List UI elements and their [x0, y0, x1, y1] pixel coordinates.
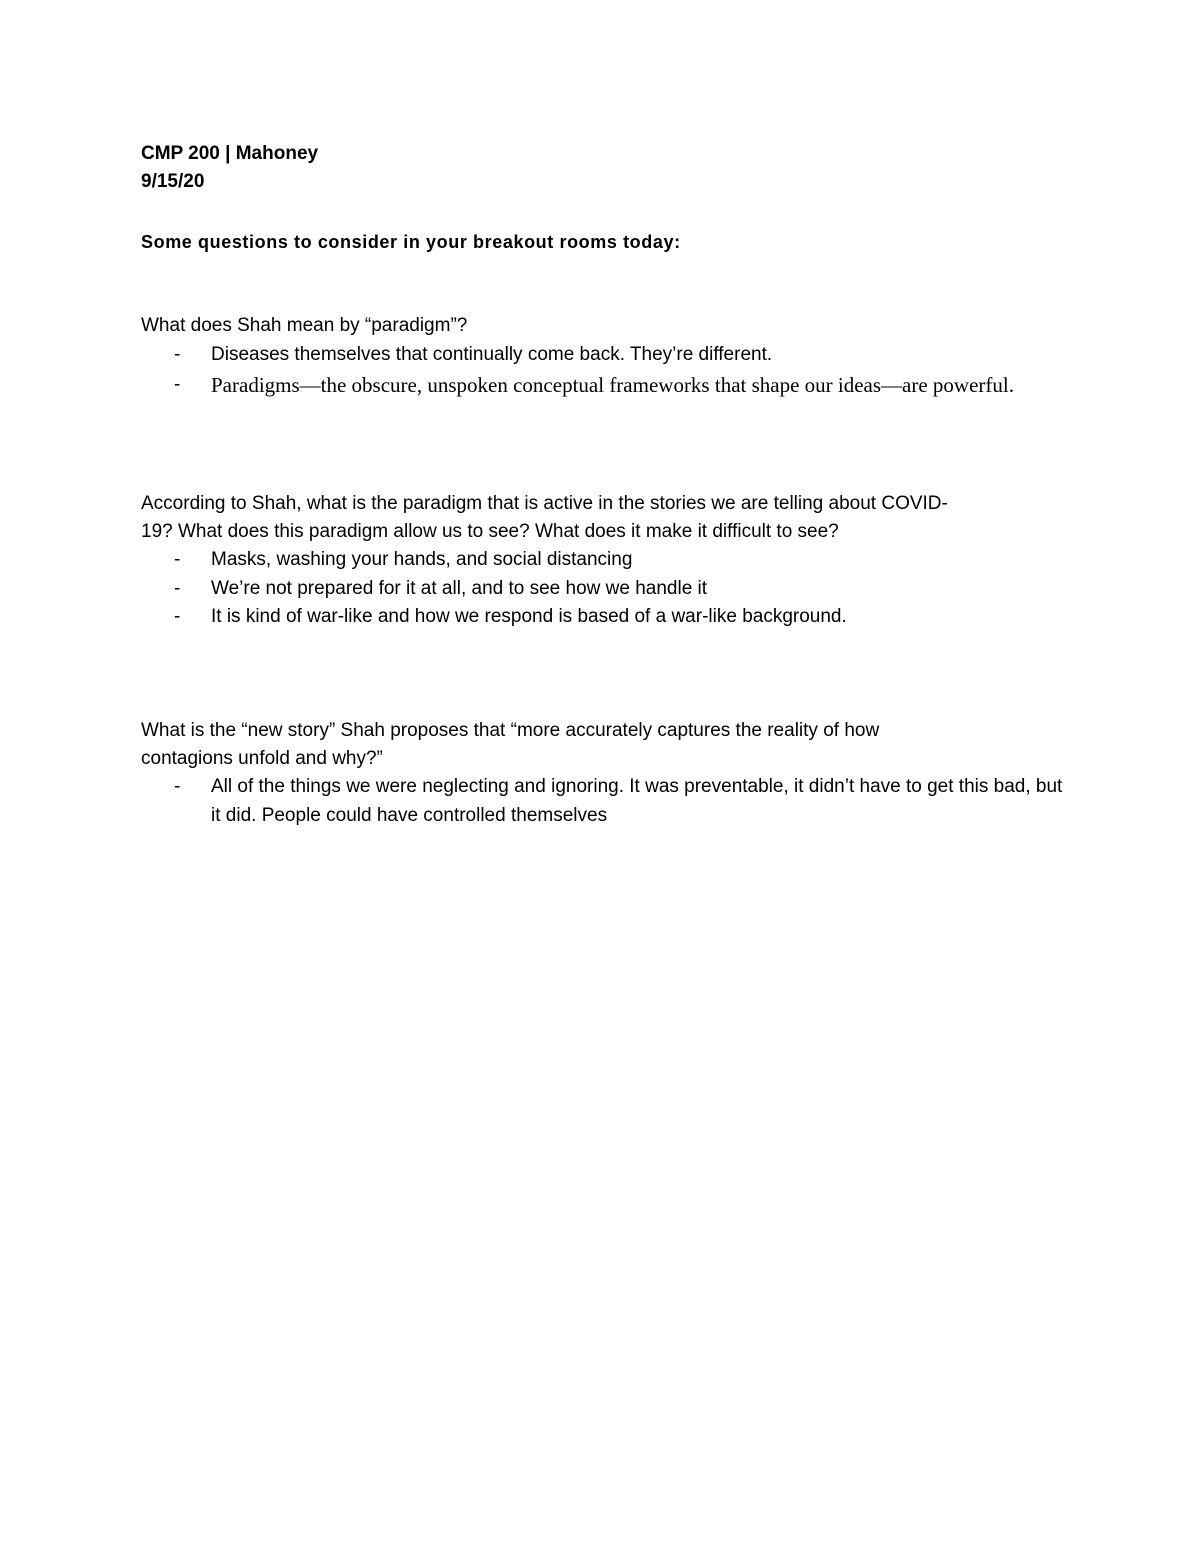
bullet-marker: - [174, 606, 181, 627]
bullet-marker: - [174, 549, 181, 570]
course-title: CMP 200 | Mahoney [141, 143, 319, 164]
date: 9/15/20 [141, 171, 205, 192]
answer-1-1-text: Diseases themselves that continually come back. They’re different. [211, 344, 773, 365]
answer-2-3 [141, 603, 1071, 632]
question-2-line-1: According to Shah, what is the paradigm that is active in the stories we are telling about COVID- [141, 493, 948, 514]
answer-1-2-text: Paradigms—the obscure, unspoken conceptual frameworks that shape our ideas—are powerful. [211, 372, 1014, 397]
answer-3-1 [141, 773, 1071, 830]
question-1-answers [141, 341, 1071, 400]
question-2-answers [141, 546, 1071, 632]
answer-2-1 [141, 546, 1071, 575]
bullet-marker: - [174, 776, 181, 797]
answer-1-2 [141, 370, 1071, 400]
question-2 [141, 490, 1061, 546]
question-3-answers [141, 773, 1071, 830]
answer-3-1-text: All of the things we were neglecting and ignoring. It was preventable, it didn’t have to get this bad, but it did. People could have controlled themselves [211, 776, 1063, 826]
bullet-marker: - [174, 344, 181, 365]
answer-2-2 [141, 575, 1071, 604]
question-1 [141, 312, 1061, 340]
answer-1-1 [141, 341, 1071, 370]
question-3-line-2: contagions unfold and why?” [141, 748, 383, 769]
bullet-marker: - [174, 577, 181, 599]
question-3 [141, 717, 1061, 773]
answer-2-2-text: We’re not prepared for it at all, and to see how we handle it [211, 577, 708, 599]
answer-2-3-text: It is kind of war-like and how we respond is based of a war-like background. [211, 606, 847, 627]
question-1-line-1: What does Shah mean by “paradigm”? [141, 315, 468, 336]
question-2-line-2: 19? What does this paradigm allow us to see? What does it make it difficult to see? [141, 521, 839, 542]
instructions: Some questions to consider in your breakout rooms today: [141, 232, 681, 252]
bullet-marker: - [174, 373, 181, 395]
answer-2-1-text: Masks, washing your hands, and social distancing [211, 549, 633, 570]
question-3-line-1: What is the “new story” Shah proposes that “more accurately captures the reality of how [141, 720, 880, 741]
